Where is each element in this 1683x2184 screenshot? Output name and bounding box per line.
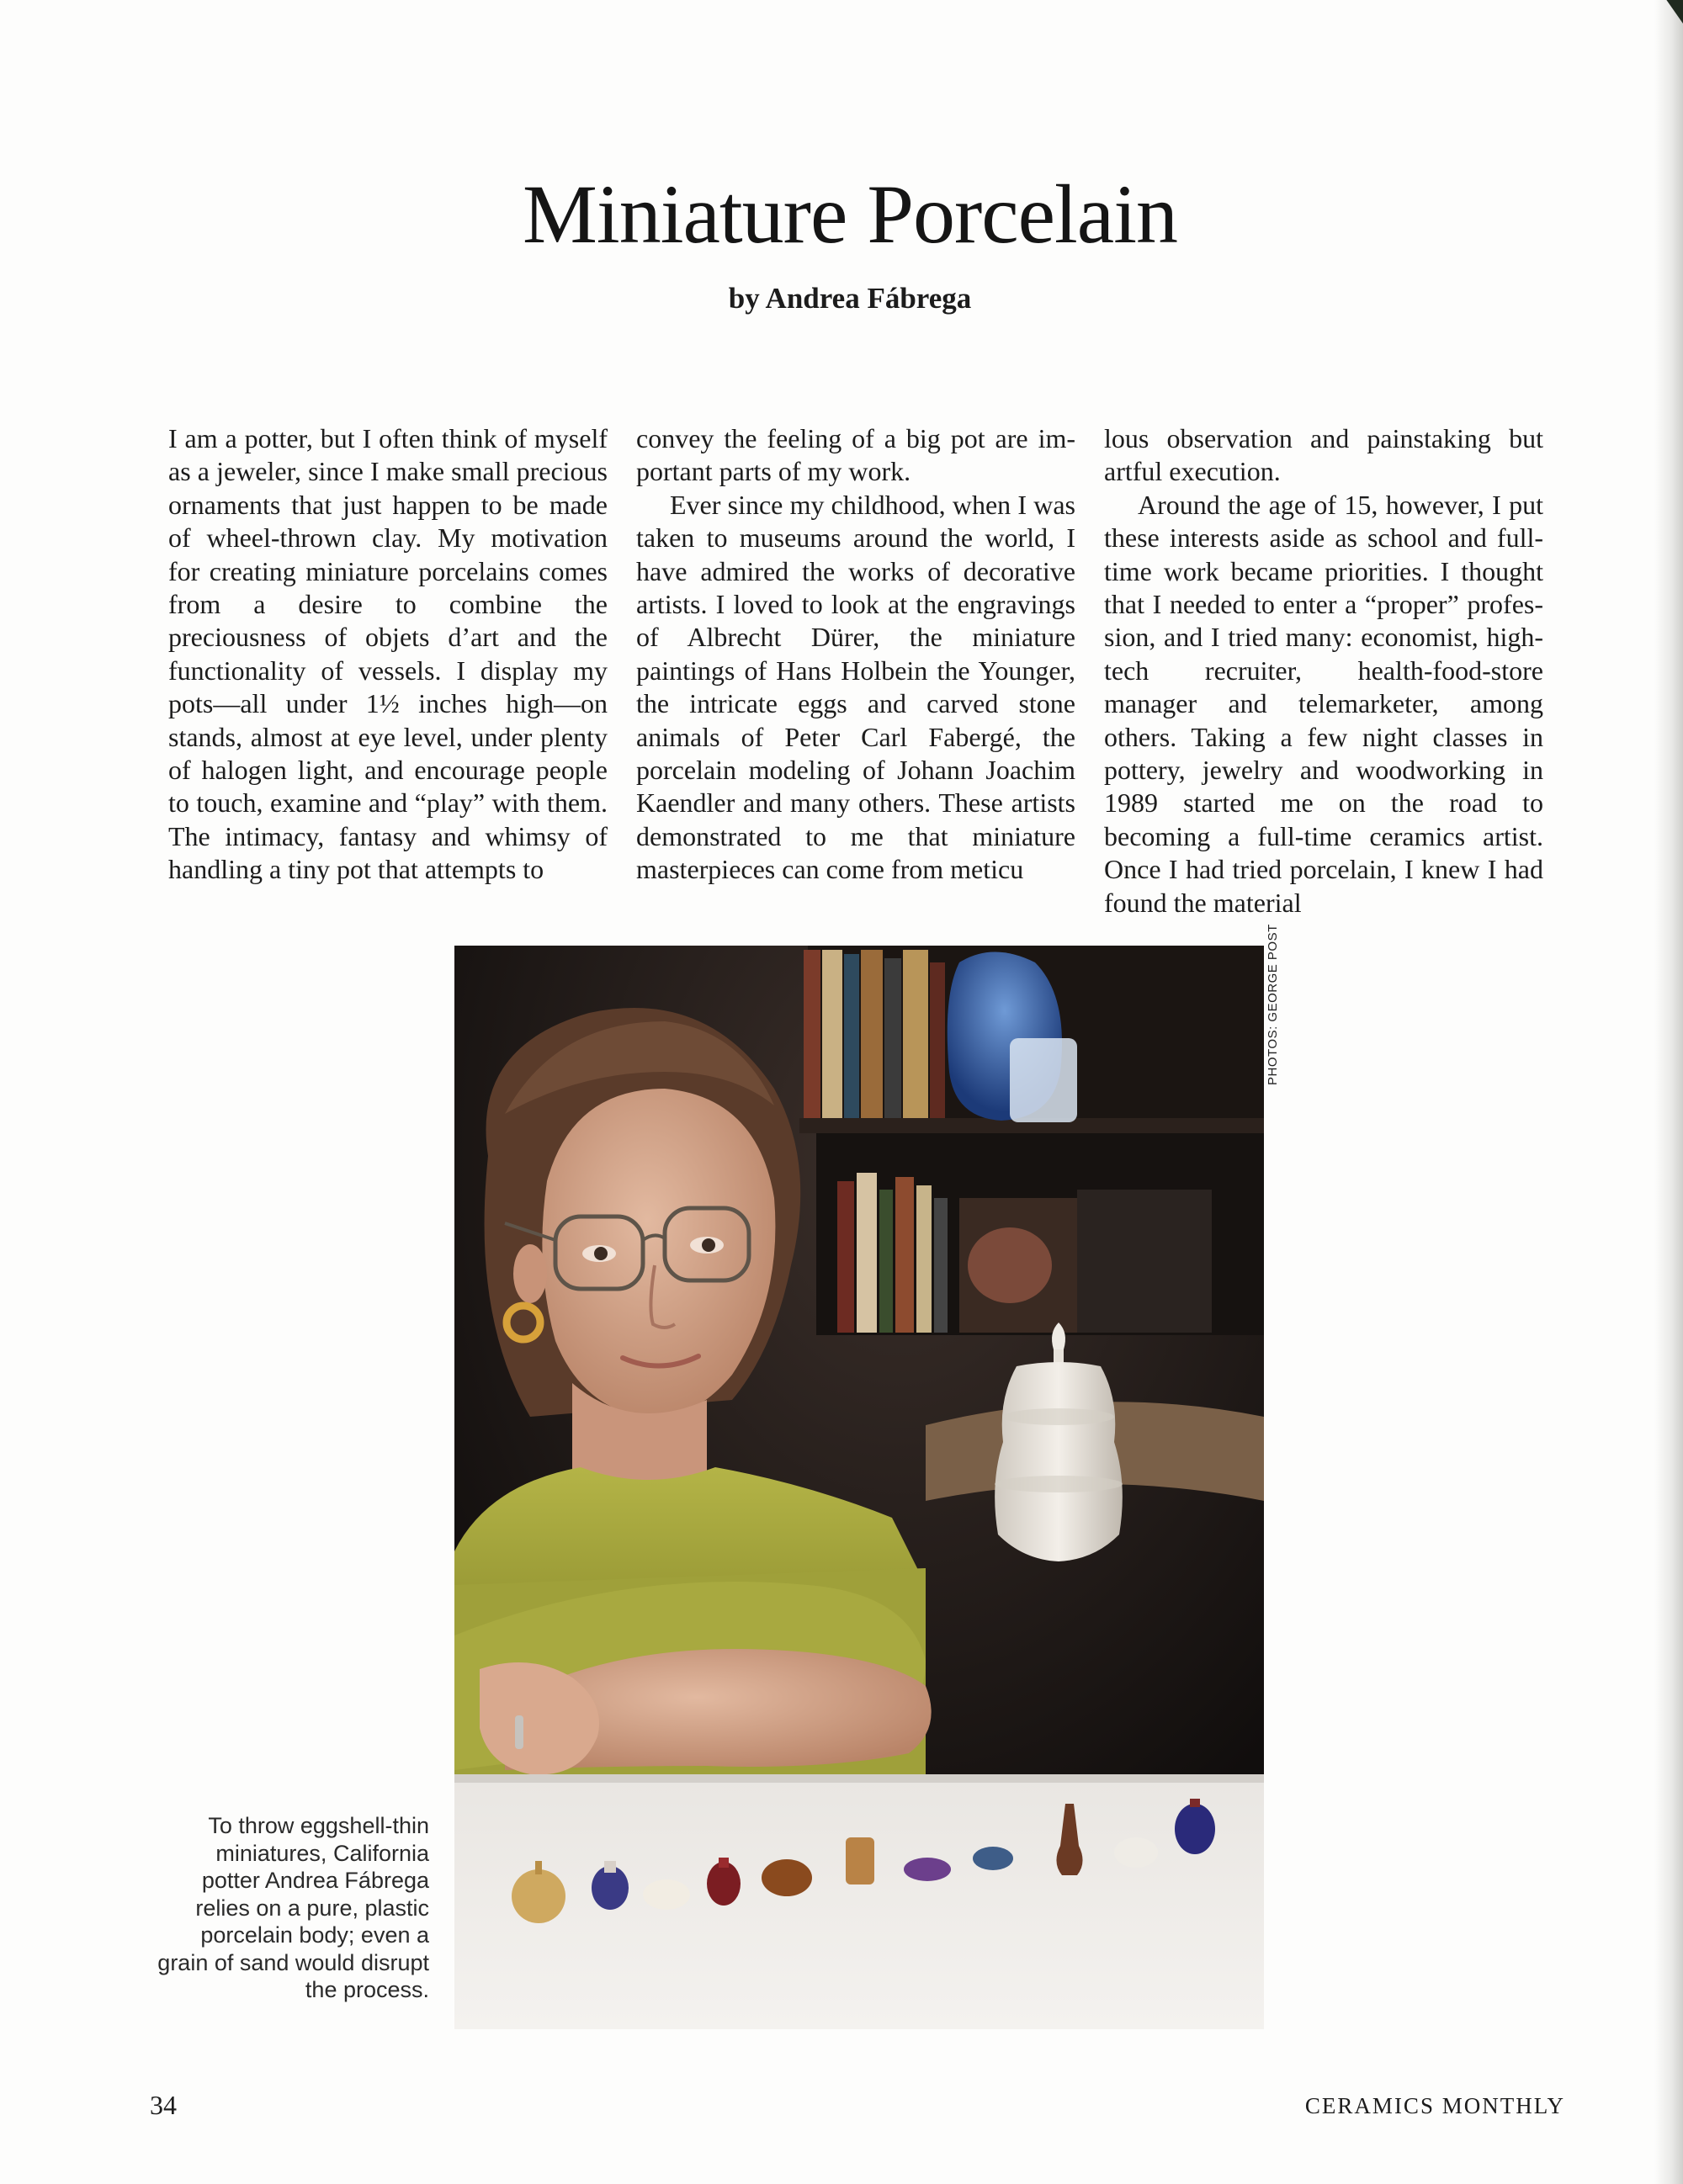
column-3-paragraph-1: lous observation and painstaking but artful execution. bbox=[1104, 423, 1543, 487]
text-column-2 bbox=[636, 422, 1075, 887]
text-column-3 bbox=[1104, 422, 1543, 920]
photo-caption: To throw eggshell-thin miniatures, California potter Andrea Fábrega relies on a pure, plastic porcelain body; even a grain of sand would disrupt the process. bbox=[157, 1813, 429, 2002]
article-byline: by Andrea Fábrega bbox=[728, 282, 972, 315]
column-3-paragraph-2: Around the age of 15, however, I put these interests aside as school and full-time work became priorities. I thought that I needed to enter a “proper” profession, and I tried many: economist, high-tech recruiter, health-food-store manager and telemarketer, among others. Taking a few night classes in pottery, jewelry and woodworking in 1989 started me on the road to becoming a full-time ceramics artist. Once I had tried porcelain, I knew I had found the material bbox=[1104, 489, 1543, 918]
text-column-1 bbox=[168, 422, 608, 887]
photo-credit-text: PHOTOS: GEORGE POST bbox=[1266, 924, 1280, 1085]
page-edge bbox=[1654, 0, 1683, 2184]
column-2-paragraph-2: Ever since my childhood, when I was taken to museums around the world, I have admired the works of decorative artists. I loved to look at the engravings of Albrecht Dürer, the miniature paintings of Hans Holbein the Younger, the intricate eggs and carved stone animals of Peter Carl Fabergé, the porcelain modeling of Johann Joachim Kaendler and many others. These artists demonstrated to me that miniature masterpieces can come from meticu bbox=[636, 489, 1075, 885]
page-number: 34 bbox=[150, 2090, 177, 2120]
article-title: Miniature Porcelain bbox=[523, 167, 1177, 261]
column-2-paragraph-1: convey the feeling of a big pot are important parts of my work. bbox=[636, 423, 1075, 487]
publication-name: CERAMICS MONTHLY bbox=[1304, 2093, 1565, 2118]
column-1-paragraph-1: I am a potter, but I often think of myself as a jeweler, since I make small precious ornaments that just happen to be made of wheel-thrown clay. My motivation for creating miniature porcelains comes from a desire to combine the preciousness of objets d’art and the functionality of vessels. I display my pots—all under 1½ inches high—on stands, almost at eye level, under plenty of halogen light, and encourage people to touch, examine and “play” with them. The intimacy, fantasy and whimsy of handling a tiny pot that attempts to bbox=[168, 423, 608, 885]
portrait-photo bbox=[454, 946, 1264, 2029]
